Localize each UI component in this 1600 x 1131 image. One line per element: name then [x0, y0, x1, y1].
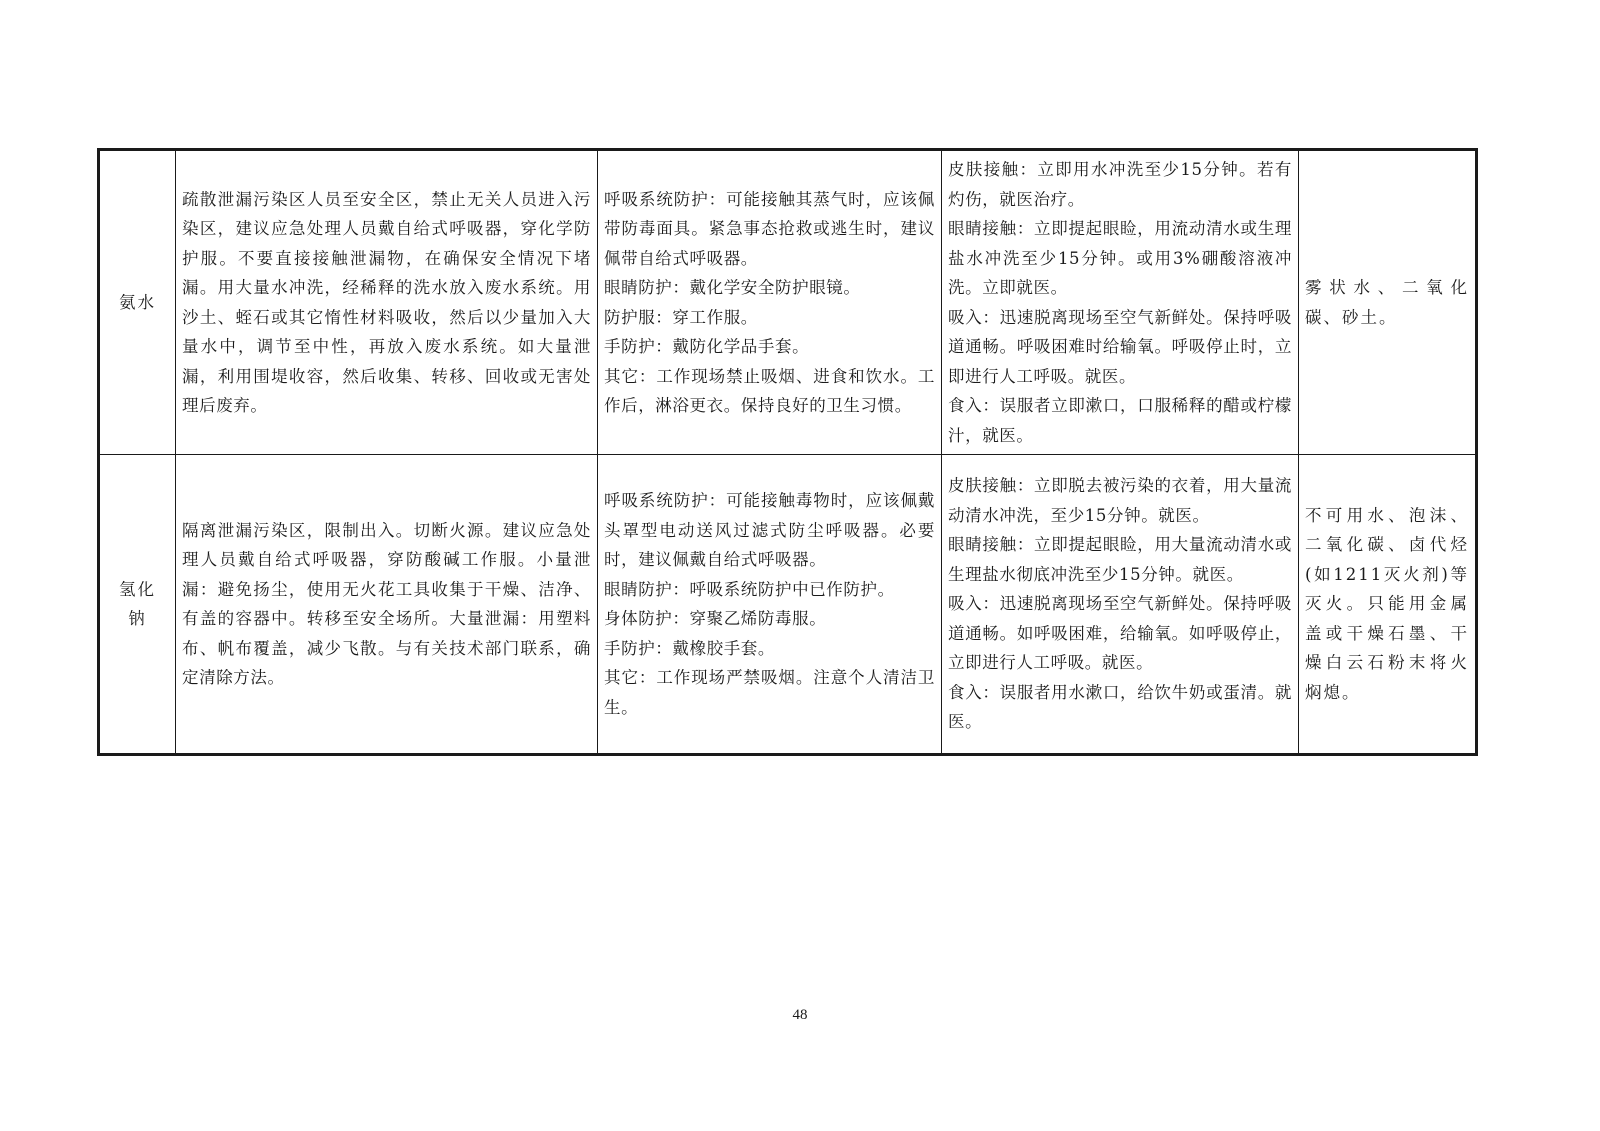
substance-name-cell: 氢化钠	[99, 455, 176, 755]
protection-item: 手防护：戴橡胶手套。	[604, 638, 775, 658]
page-number: 48	[792, 1007, 808, 1023]
extinguishing-method-cell: 不可用水、泡沫、二氧化碳、卤代烃(如1211灭火剂)等灭火。只能用金属盖或干燥石墨、干燥白云石粉末将火焖熄。	[1299, 455, 1477, 755]
first-aid-item: 吸入：迅速脱离现场至空气新鲜处。保持呼吸道通畅。如呼吸困难，给输氧。如呼吸停止，立即进行人工呼吸。就医。	[948, 594, 1292, 673]
protection-item: 眼睛防护：呼吸系统防护中已作防护。	[604, 579, 895, 599]
protection-item: 身体防护：穿聚乙烯防毒服。	[604, 609, 827, 628]
first-aid-item: 眼睛接触：立即提起眼睑，用大量流动清水或生理盐水彻底冲洗至少15分钟。就医。	[948, 535, 1292, 584]
first-aid-item: 皮肤接触：立即脱去被污染的衣着，用大量流动清水冲洗，至少15分钟。就医。	[948, 476, 1292, 525]
protection-item: 眼睛防护：戴化学安全防护眼镜。	[604, 278, 861, 297]
protection-item: 呼吸系统防护：可能接触毒物时，应该佩戴头罩型电动送风过滤式防尘呼吸器。必要时，建议佩戴自给式呼吸器。	[604, 491, 935, 569]
first-aid-item: 眼睛接触：立即提起眼睑，用流动清水或生理盐水冲洗至少15分钟。或用3%硼酸溶液冲洗。立即就医。	[948, 219, 1292, 297]
extinguishing-method-cell: 雾状水、二氧化碳、砂土。	[1299, 150, 1477, 455]
protection-item: 其它：工作现场禁止吸烟、进食和饮水。工作后，淋浴更衣。保持良好的卫生习惯。	[604, 366, 935, 415]
protection-measures-cell	[598, 455, 942, 755]
first-aid-item: 食入：误服者用水漱口，给饮牛奶或蛋清。就医。	[948, 682, 1292, 732]
first-aid-item: 食入：误服者立即漱口，口服稀释的醋或柠檬汁，就医。	[948, 396, 1292, 445]
table-row	[99, 150, 1477, 455]
first-aid-item: 吸入：迅速脱离现场至空气新鲜处。保持呼吸道通畅。呼吸困难时给输氧。呼吸停止时，立即进行人工呼吸。就医。	[948, 307, 1292, 386]
protection-measures-cell	[598, 150, 942, 455]
first-aid-cell	[942, 455, 1299, 755]
hazard-response-table	[97, 148, 1478, 756]
protection-item: 呼吸系统防护：可能接触其蒸气时，应该佩带防毒面具。紧急事态抢救或逃生时，建议佩带自给式呼吸器。	[604, 189, 935, 268]
protection-item: 手防护：戴防化学品手套。	[604, 337, 810, 356]
first-aid-item: 皮肤接触：立即用水冲洗至少15分钟。若有灼伤，就医治疗。	[948, 160, 1292, 209]
table-row	[99, 455, 1477, 755]
protection-item: 其它：工作现场严禁吸烟。注意个人清洁卫生。	[604, 668, 935, 717]
spill-handling-cell: 疏散泄漏污染区人员至安全区，禁止无关人员进入污染区，建议应急处理人员戴自给式呼吸器，穿化学防护服。不要直接接触泄漏物，在确保安全情况下堵漏。用大量水冲洗，经稀释的洗水放入废水系统。用沙土、蛭石或其它惰性材料吸收，然后以少量加入大量水中，调节至中性，再放入废水系统。如大量泄漏，利用围堤收容，然后收集、转移、回收或无害处理后废弃。	[176, 150, 598, 455]
protection-item: 防护服：穿工作服。	[604, 307, 758, 327]
spill-handling-cell: 隔离泄漏污染区，限制出入。切断火源。建议应急处理人员戴自给式呼吸器，穿防酸碱工作服。小量泄漏：避免扬尘，使用无火花工具收集于干燥、洁净、有盖的容器中。转移至安全场所。大量泄漏：用塑料布、帆布覆盖，减少飞散。与有关技术部门联系，确定清除方法。	[176, 455, 598, 755]
substance-name-cell: 氨水	[99, 150, 176, 455]
first-aid-cell	[942, 150, 1299, 455]
